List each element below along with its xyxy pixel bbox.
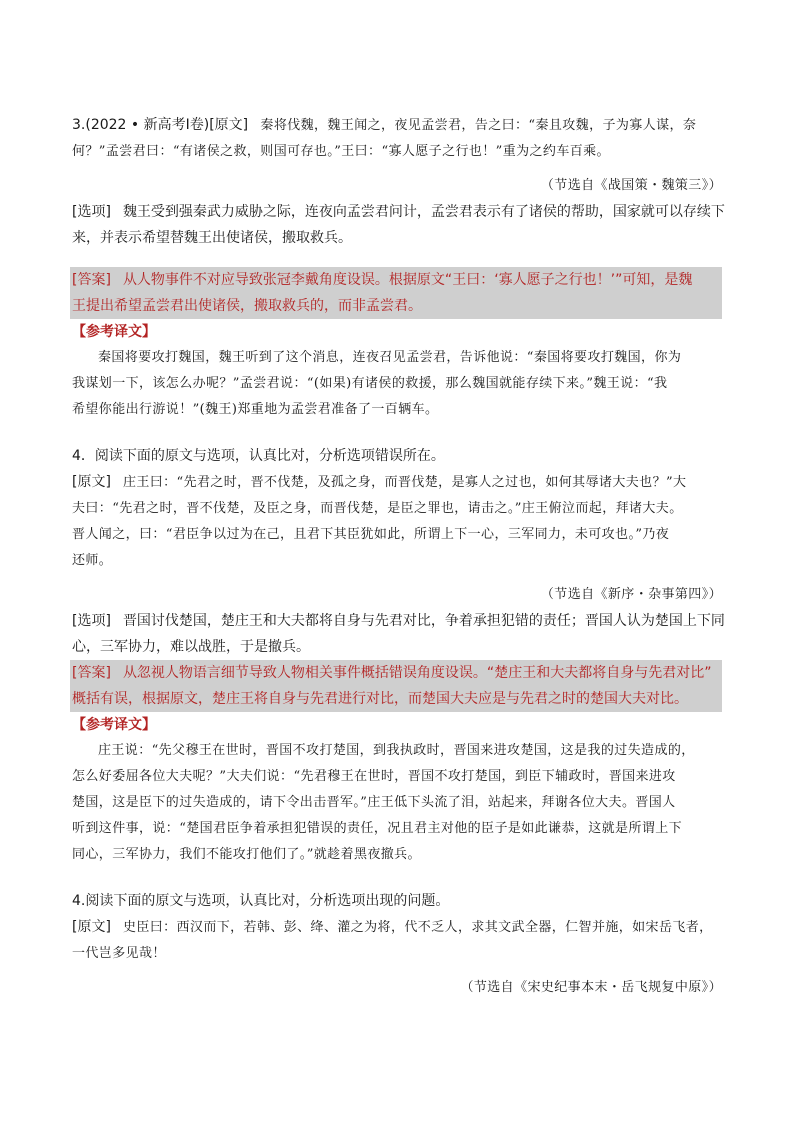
q4a-translation-line-4: 听到这件事，说：“楚国君臣争着承担犯错误的责任，况且君主对他的臣子是如此谦恭，这就是所谓上下 — [72, 821, 683, 836]
q4a-translation-line-3: 楚国，这是臣下的过失造成的，请下令出击晋军。”庄王低下头流了泪，站起来，拜谢各位大夫。晋国人 — [72, 795, 676, 810]
q4a-original-text-1: 庄王曰：“先君之时，晋不伐楚，及孤之身，而晋伐楚，是寡人之过也，如何其辱诸大夫也？”大 — [122, 475, 687, 490]
q4a-answer-tag: [答案] — [72, 665, 111, 681]
q4a-translation-line-2: 怎么好委屈各位大夫呢？”大夫们说：“先君穆王在世时，晋国不攻打楚国，到臣下辅政时，晋国来进攻 — [72, 769, 676, 784]
q4a-option-line-1 — [72, 608, 725, 634]
question-4b — [72, 888, 722, 1001]
q4a-translation-line-5: 同心，三军协力，我们不能攻打他们了。”就趁着黑夜撤兵。 — [72, 847, 421, 862]
q4b-original-line-1 — [72, 914, 722, 941]
q3-original-text-1: 秦将伐魏，魏王闻之，夜见孟尝君，告之曰：“秦且攻魏，子为寡人谋，奈 — [260, 118, 697, 133]
q4a-answer-line-2: 概括有误，根据原文，楚庄王将自身与先君进行对比，而楚国大夫应是与先君之时的楚国大夫对比。 — [72, 691, 688, 707]
question-3 — [72, 112, 725, 423]
q4b-source: （节选自《宋史纪事本末・岳飞规复中原》） — [460, 980, 722, 995]
q3-option-line-2: 来，并表示希望替魏王出使诸侯，搬取救兵。 — [72, 230, 352, 246]
q3-head: 3.(2022 • 新高考Ⅰ卷)[原文] — [72, 117, 249, 133]
q4b-head: 4.阅读下面的原文与选项，认真比对，分析选项出现的问题。 — [72, 893, 450, 909]
q3-option-line-1 — [72, 199, 725, 225]
q4a-source: （节选自《新序・杂事第四》） — [540, 587, 722, 602]
question-4a — [72, 443, 725, 868]
q3-original-line-1 — [72, 112, 722, 139]
q3-translation-line-1: 秦国将要攻打魏国，魏王听到了这个消息，连夜召见孟尝君，告诉他说：“秦国将要攻打魏国，你为 — [98, 350, 682, 365]
q4a-answer-line-1 — [72, 660, 722, 686]
q3-translation-line-3: 希望你能出行游说！”(魏王)郑重地为孟尝君准备了一百辆车。 — [72, 402, 439, 417]
q3-answer-tag: [答案] — [72, 272, 111, 288]
q3-option-tag: [选项] — [72, 204, 111, 220]
q3-original-line-2: 何？”孟尝君曰：“有诸侯之救，则国可存也。”王曰：“寡人愿子之行也！”重为之约车百乘。 — [72, 144, 610, 159]
q3-translation-line-2: 我谋划一下，该怎么办呢？”孟尝君说：“(如果)有诸侯的救援，那么魏国就能存续下来。”魏王说：“我 — [72, 376, 668, 391]
q4a-head: 4．阅读下面的原文与选项，认真比对，分析选项错误所在。 — [72, 448, 445, 464]
q4a-translation-line-1: 庄王说：“先父穆王在世时，晋国不攻打楚国，到我执政时，晋国来进攻楚国，这是我的过失造成的， — [98, 743, 695, 758]
q4a-original-line-2: 夫曰：“先君之时，晋不伐楚，及臣之身，而晋伐楚，是臣之罪也，请击之。”庄王俯泣而起，拜诸大夫。 — [72, 501, 683, 516]
q4a-original-tag: [原文] — [72, 474, 111, 490]
q4a-original-line-4: 还师。 — [72, 553, 113, 568]
q4a-answer-text-1: 从忽视人物语言细节导致人物相关事件概括错误角度设误。“楚庄王和大夫都将自身与先君对比” — [122, 665, 712, 681]
q4b-original-line-2: 一代岂多见哉！ — [72, 946, 166, 961]
q3-answer-box — [70, 267, 722, 319]
q4a-option-tag: [选项] — [72, 613, 111, 629]
q3-source: （节选自《战国策・魏策三》） — [540, 178, 722, 193]
q4a-option-line-2: 心，三军协力，难以战胜，于是撤兵。 — [72, 639, 310, 655]
document-page — [72, 112, 725, 1001]
q4a-original-line-1 — [72, 469, 722, 496]
q3-answer-text-1: 从人物事件不对应导致张冠李戴角度设误。根据原文“王曰：‘寡人愿子之行也！’”可知，是魏 — [122, 272, 693, 288]
q4a-option-text-1: 晋国讨伐楚国，楚庄王和大夫都将自身与先君对比，争着承担犯错的责任；晋国人认为楚国上下同 — [122, 613, 725, 629]
q4b-original-text-1: 史臣曰：西汉而下，若韩、彭、绛、灌之为将，代不乏人，求其文武全器，仁智并施，如宋岳飞者， — [122, 920, 713, 935]
q4a-original-line-3: 晋人闻之，曰：“君臣争以过为在己，且君下其臣犹如此，所谓上下一心，三军同力，未可攻也。”乃夜 — [72, 527, 670, 542]
q3-option-text-1: 魏王受到强秦武力威胁之际，连夜向孟尝君问计，孟尝君表示有了诸侯的帮助，国家就可以存续下 — [122, 204, 725, 220]
q4a-answer-box — [70, 660, 722, 712]
q3-reference-title: 【参考译文】 — [72, 324, 156, 340]
q3-answer-line-2: 王提出希望孟尝君出使诸侯，搬取救兵的，而非孟尝君。 — [72, 298, 422, 314]
q4b-original-tag: [原文] — [72, 919, 111, 935]
q4a-reference-title: 【参考译文】 — [72, 717, 156, 733]
q3-answer-line-1 — [72, 267, 722, 293]
